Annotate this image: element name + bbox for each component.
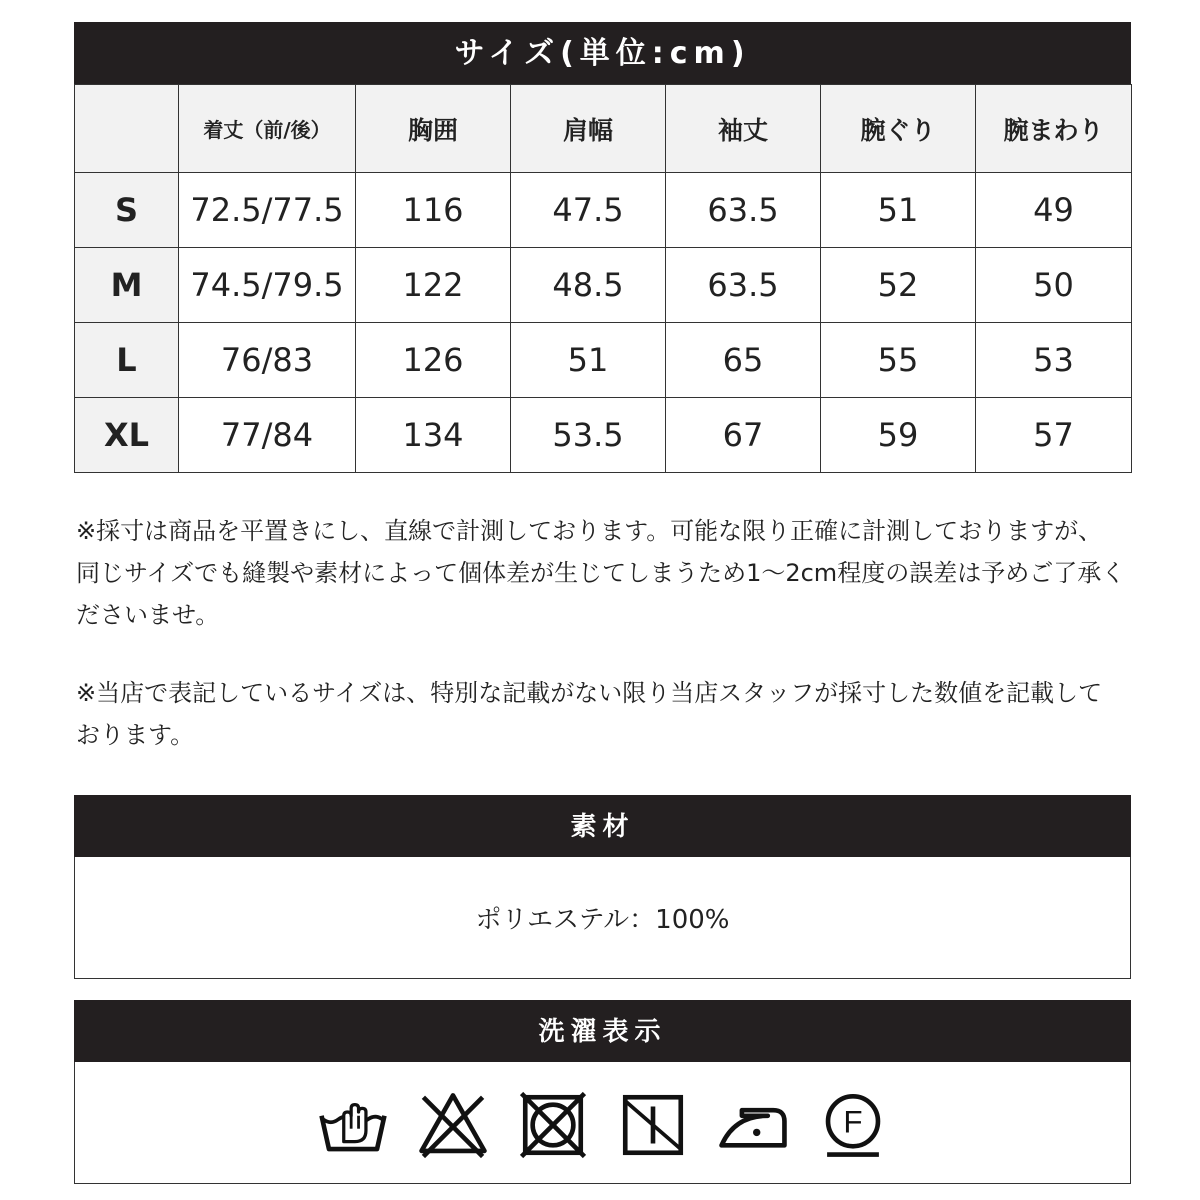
size-chart	[74, 22, 1131, 473]
size-label: S	[75, 173, 179, 248]
header-shoulder: 肩幅	[511, 85, 666, 173]
size-label: M	[75, 248, 179, 323]
table-cell: 57	[976, 398, 1132, 473]
dry-clean-letter: F	[842, 1103, 863, 1139]
size-table	[74, 84, 1132, 473]
dry-clean-f-icon	[816, 1088, 890, 1162]
note-staff-measured: ※当店で表記しているサイズは、特別な記載がない限り当店スタッフが採寸した数値を記載しております。	[76, 679, 1103, 749]
header-length: 着丈（前/後）	[179, 85, 356, 173]
table-cell: 76/83	[179, 323, 356, 398]
table-row	[75, 398, 1132, 473]
size-chart-title: サイズ(単位:cm)	[74, 22, 1131, 84]
header-corner	[75, 85, 179, 173]
material-value: ポリエステル：100%	[475, 905, 730, 935]
table-row	[75, 248, 1132, 323]
table-cell: 52	[821, 248, 976, 323]
hand-wash-icon	[316, 1088, 390, 1162]
table-cell: 48.5	[511, 248, 666, 323]
header-sleeve: 袖丈	[666, 85, 821, 173]
table-cell: 67	[666, 398, 821, 473]
no-bleach-icon	[416, 1088, 490, 1162]
size-label: L	[75, 323, 179, 398]
table-cell: 72.5/77.5	[179, 173, 356, 248]
table-cell: 122	[356, 248, 511, 323]
care-section	[74, 1000, 1131, 1184]
table-cell: 50	[976, 248, 1132, 323]
care-icons	[74, 1062, 1131, 1184]
size-table-header-row	[75, 85, 1132, 173]
measurement-notes	[76, 510, 1126, 756]
size-label: XL	[75, 398, 179, 473]
table-row	[75, 173, 1132, 248]
table-row	[75, 323, 1132, 398]
header-chest: 胸囲	[356, 85, 511, 173]
table-cell: 116	[356, 173, 511, 248]
table-cell: 49	[976, 173, 1132, 248]
material-content	[74, 857, 1131, 979]
table-cell: 47.5	[511, 173, 666, 248]
iron-low-icon	[716, 1088, 790, 1162]
table-cell: 59	[821, 398, 976, 473]
material-section	[74, 795, 1131, 979]
table-cell: 53	[976, 323, 1132, 398]
table-cell: 55	[821, 323, 976, 398]
table-cell: 51	[511, 323, 666, 398]
line-dry-icon	[616, 1088, 690, 1162]
table-cell: 77/84	[179, 398, 356, 473]
note-measurement: ※採寸は商品を平置きにし、直線で計測しております。可能な限り正確に計測しておりますが、同じサイズでも縫製や素材によって個体差が生じてしまうため1～2cm程度の誤差は予めご了承くださいませ。	[76, 517, 1126, 629]
table-cell: 53.5	[511, 398, 666, 473]
table-cell: 134	[356, 398, 511, 473]
table-cell: 74.5/79.5	[179, 248, 356, 323]
care-title: 洗濯表示	[74, 1000, 1131, 1062]
table-cell: 63.5	[666, 173, 821, 248]
material-title: 素材	[74, 795, 1131, 857]
header-armhole: 腕ぐり	[821, 85, 976, 173]
table-cell: 51	[821, 173, 976, 248]
header-arm-circumference: 腕まわり	[976, 85, 1132, 173]
table-cell: 65	[666, 323, 821, 398]
no-tumble-dry-icon	[516, 1088, 590, 1162]
table-cell: 126	[356, 323, 511, 398]
table-cell: 63.5	[666, 248, 821, 323]
